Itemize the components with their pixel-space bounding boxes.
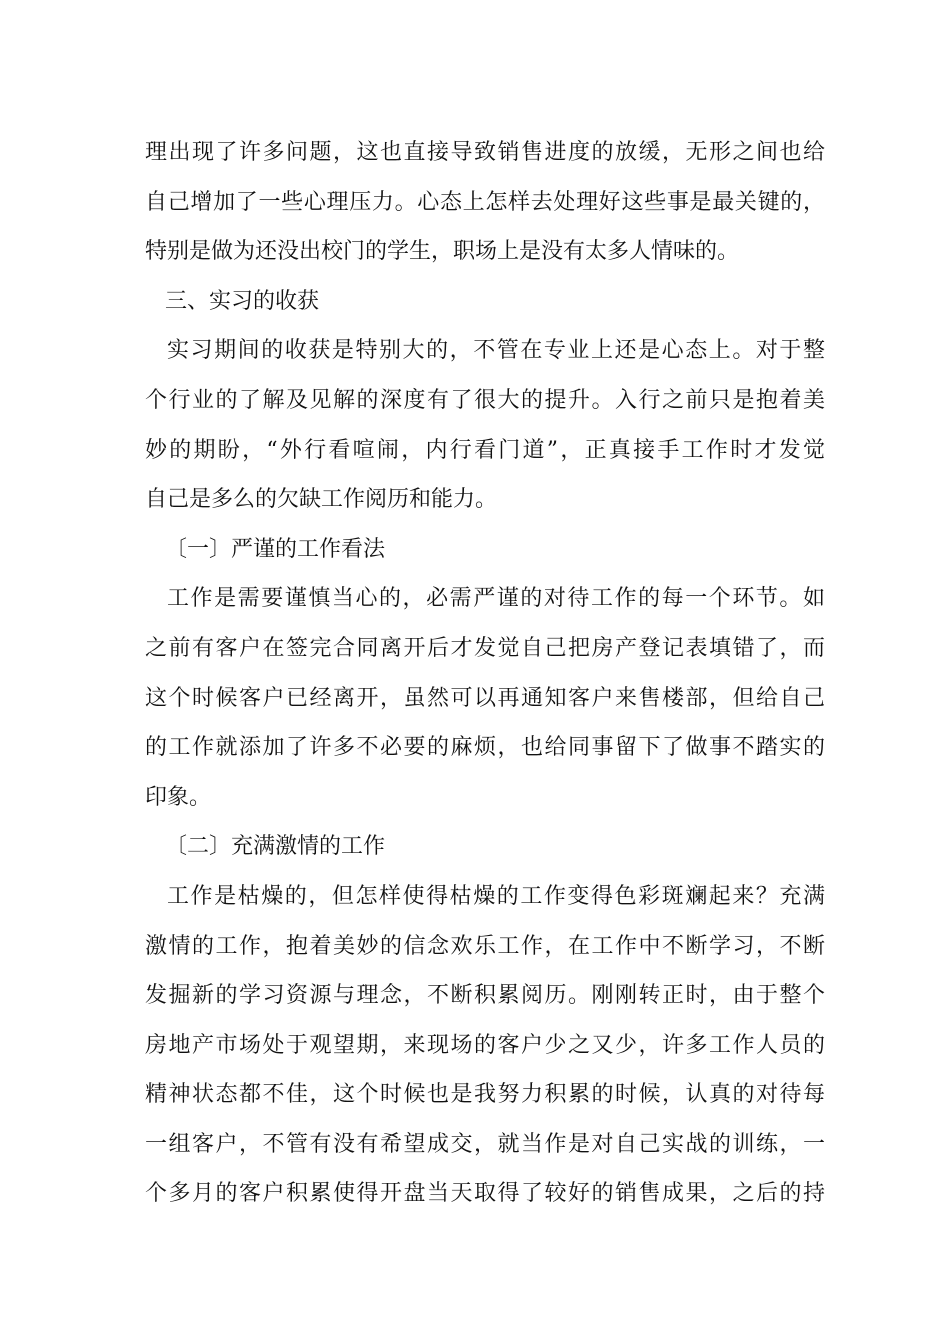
body-line-6: 个行业的了解及见解的深度有了很大的提升。入行之前只是抱着美: [145, 387, 825, 413]
body-line-19: 房地产市场处于观望期，来现场的客户少之又少，许多工作人员的: [145, 1032, 825, 1058]
body-line-22: 个多月的客户积累使得开盘当天取得了较好的销售成果，之后的持: [145, 1181, 825, 1207]
body-line-11: 之前有客户在签完合同离开后才发觉自己把房产登记表填错了，而: [145, 635, 825, 661]
body-line-13: 的工作就添加了许多不必要的麻烦，也给同事留下了做事不踏实的: [145, 735, 825, 761]
body-line-12: 这个时候客户已经离开，虽然可以再通知客户来售楼部，但给自己: [145, 685, 825, 711]
body-line-1: 理出现了许多问题，这也直接导致销售进度的放缓，无形之间也给: [145, 140, 825, 165]
document-body: [145, 128, 825, 1219]
body-line-14: 印象。: [145, 784, 212, 810]
body-line-17: 激情的工作，抱着美妙的信念欢乐工作，在工作中不断学习，不断: [145, 933, 825, 959]
body-line-3: 特别是做为还没出校门的学生，职场上是没有太多人情味的。: [145, 239, 740, 265]
body-line-2: 自己增加了一些心理压力。心态上怎样去处理好这些事是最关键的，: [145, 189, 825, 215]
body-line-5: 实习期间的收获是特别大的，不管在专业上还是心态上。对于整: [167, 338, 825, 364]
body-line-7: 妙的期盼，“外行看喧闹，内行看门道”，正真接手工作时才发觉: [145, 437, 825, 463]
body-line-21: 一组客户，不管有没有希望成交，就当作是对自己实战的训练，一: [145, 1131, 825, 1157]
subsection-heading-2: 〔二〕充满激情的工作: [165, 834, 386, 860]
body-line-18: 发掘新的学习资源与理念，不断积累阅历。刚刚转正时，由于整个: [145, 983, 825, 1009]
body-line-10: 工作是需要谨慎当心的，必需严谨的对待工作的每一个环节。如: [167, 586, 825, 612]
body-line-20: 精神状态都不佳，这个时候也是我努力积累的时候，认真的对待每: [145, 1082, 825, 1108]
body-line-8: 自己是多么的欠缺工作阅历和能力。: [145, 487, 498, 513]
section-heading-harvest: 三、实习的收获: [165, 288, 320, 314]
subsection-heading-1: 〔一〕严谨的工作看法: [165, 536, 386, 562]
body-line-16: 工作是枯燥的，但怎样使得枯燥的工作变得色彩斑斓起来？充满: [167, 883, 825, 909]
